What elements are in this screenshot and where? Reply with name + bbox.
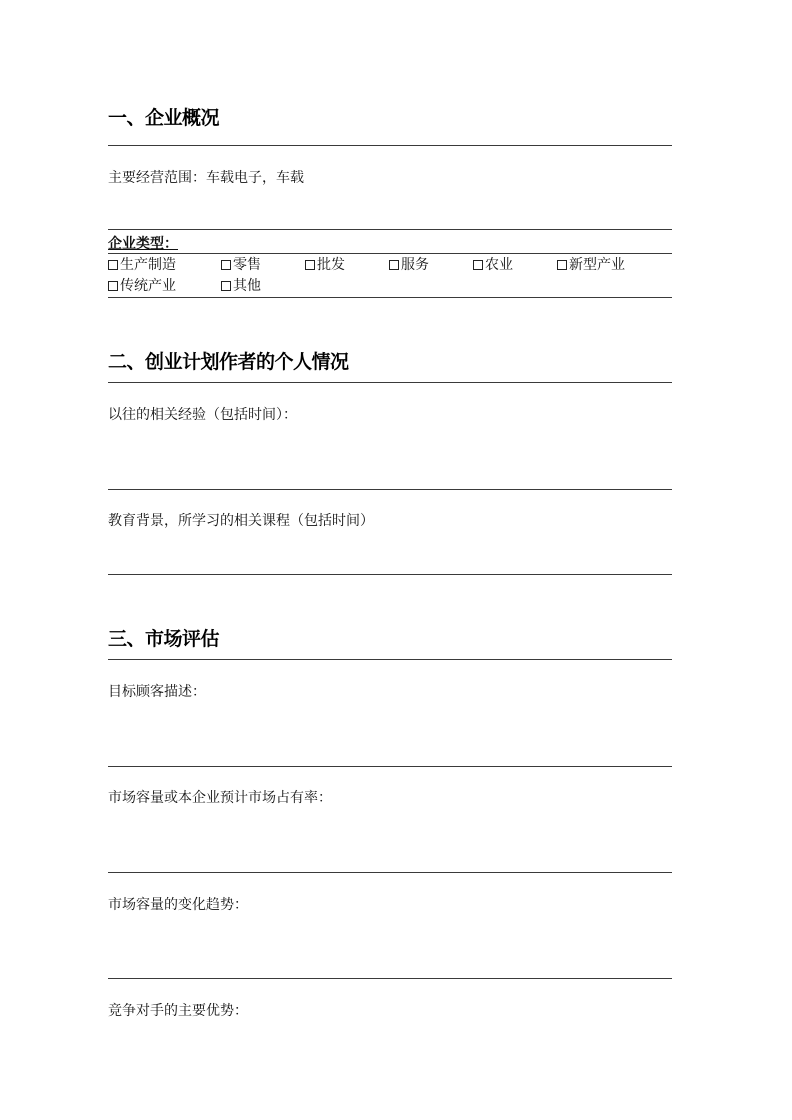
business-scope-label: 主要经营范围：车载电子，车载: [108, 170, 304, 186]
checkbox-label: 其他: [233, 278, 261, 294]
checkbox-icon[interactable]: [108, 281, 118, 291]
target-customer-field[interactable]: [108, 703, 672, 765]
divider: [108, 382, 672, 383]
checkbox-retail[interactable]: [221, 256, 261, 274]
divider: [108, 766, 672, 767]
checkbox-icon[interactable]: [221, 260, 231, 270]
checkbox-icon[interactable]: [389, 260, 399, 270]
divider: [108, 872, 672, 873]
experience-label: 以往的相关经验（包括时间）：: [108, 407, 297, 423]
market-share-field[interactable]: [108, 809, 672, 871]
checkbox-icon[interactable]: [221, 281, 231, 291]
section-heading-author-profile: 二、创业计划作者的个人情况: [108, 351, 349, 373]
checkbox-icon[interactable]: [108, 260, 118, 270]
checkbox-other[interactable]: [221, 277, 261, 295]
competitor-advantage-field[interactable]: [108, 1022, 672, 1082]
checkbox-label: 零售: [233, 257, 261, 273]
checkbox-traditional-industry[interactable]: [108, 277, 176, 295]
checkbox-label: 新型产业: [569, 257, 625, 273]
divider: [108, 489, 672, 490]
checkbox-label: 批发: [317, 257, 345, 273]
checkbox-label: 生产制造: [120, 257, 176, 273]
checkbox-service[interactable]: [389, 256, 429, 274]
divider: [108, 659, 672, 660]
section-heading-company-overview: 一、企业概况: [108, 107, 220, 129]
enterprise-type-label: 企业类型：: [108, 236, 178, 252]
target-customer-label: 目标顾客描述：: [108, 684, 206, 700]
divider: [108, 229, 672, 230]
divider: [108, 978, 672, 979]
checkbox-agriculture[interactable]: [473, 256, 513, 274]
education-label: 教育背景，所学习的相关课程（包括时间）: [108, 513, 374, 529]
market-trend-label: 市场容量的变化趋势：: [108, 897, 248, 913]
divider: [108, 574, 672, 575]
checkbox-label: 服务: [401, 257, 429, 273]
business-scope-field[interactable]: [108, 188, 672, 228]
education-field[interactable]: [108, 532, 672, 573]
divider: [108, 297, 672, 298]
experience-field[interactable]: [108, 426, 672, 488]
checkbox-emerging-industry[interactable]: [557, 256, 625, 274]
competitor-advantage-label: 竞争对手的主要优势：: [108, 1003, 248, 1019]
checkbox-icon[interactable]: [473, 260, 483, 270]
checkbox-label: 传统产业: [120, 278, 176, 294]
divider: [108, 145, 672, 146]
checkbox-wholesale[interactable]: [305, 256, 345, 274]
checkbox-icon[interactable]: [305, 260, 315, 270]
checkbox-label: 农业: [485, 257, 513, 273]
divider: [108, 253, 672, 254]
market-share-label: 市场容量或本企业预计市场占有率：: [108, 790, 332, 806]
market-trend-field[interactable]: [108, 916, 672, 977]
section-heading-market-assessment: 三、市场评估: [108, 628, 220, 650]
checkbox-manufacturing[interactable]: [108, 256, 176, 274]
checkbox-icon[interactable]: [557, 260, 567, 270]
